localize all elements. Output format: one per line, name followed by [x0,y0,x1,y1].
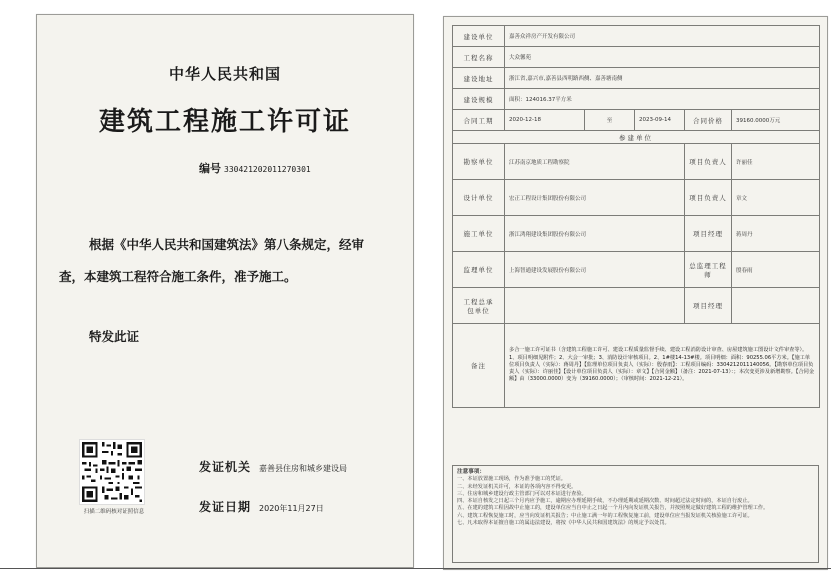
participant-value: 江苏南京地质工程勘察院 [505,144,685,180]
participant-person: 许丽佳 [732,144,820,180]
period-to: 至 [585,110,635,131]
participants-header: 参建单位 [453,131,820,144]
row-value: 浙江省,嘉兴市,嘉善县西明路西侧、嘉善塘南侧 [505,68,820,89]
certificate-number [199,160,311,176]
table-row [453,68,820,89]
row-value: 大众馨苑 [505,47,820,68]
number-value: 330421202011270301 [224,165,311,174]
row-value: 嘉善众祥房产开发有限公司 [505,26,820,47]
issue-date [199,498,324,515]
participant-row [453,216,820,252]
note-item: 二、未经发证机关许可，本证的各项内容不得变更。 [457,483,577,490]
notes-section [452,465,819,563]
note-item: 七、凡未取得本证擅自施工的属违法建设，将按《中华人民共和国建筑法》的规定予以处罚。 [457,520,670,527]
table-row [453,47,820,68]
special-issue-text: 特发此证 [89,329,140,344]
issuer-value: 嘉善县住房和城乡建设局 [259,464,348,473]
issue-date-label: 发证日期 [199,500,252,514]
issuing-authority [199,458,347,475]
remarks-label: 备注 [453,324,505,408]
participant-value: 上海智通建设发展股份有限公司 [505,252,685,288]
row-value: 面积：124016.37平方米 [505,89,820,110]
participants-header-row [453,131,820,144]
period-label: 合同工期 [453,110,505,131]
certificate-details-page [443,16,828,570]
period-end: 2023-09-14 [635,110,685,131]
contract-period-row [453,110,820,131]
row-label: 工程名称 [453,47,505,68]
issuer-label: 发证机关 [199,460,252,474]
participant-person: 章文 [732,180,820,216]
row-label: 建设规模 [453,89,505,110]
participant-person [732,288,820,324]
participant-person: 殷春雨 [732,252,820,288]
period-start: 2020-12-18 [505,110,585,131]
remarks-value: 多合一施工许可证书（含建筑工程施工许可、建设工程质量监督手续、建设工程消防设计审查、房屋建筑施工图设计文件审查等）。1、项目明细见附件；2、大会一审批；3、消防设计审核项目。2、1#楼14-13#楼。项目明细：面积：90255.06平方米。【施工单位项目负责人（实际）：蒋周丹】【监理单位项目负责人（实际）：殷春雨】：工程项目编码：3304212011140056。【勘察单位项目负责人（实际）：许丽佳】【设计单位项目负责人（实际）：章文】【合同金额】（备注：2021-07-13）：；本次变更涉及新增勘察。【合同金额】由（33000.0000）变为（39160.0000）；（审核时间：2021-12-21）。 [505,324,820,408]
legal-basis-line-1: 根据《中华人民共和国建筑法》第八条规定，经审 [89,237,365,252]
qr-caption: 扫描二维码核对证照信息 [83,509,145,515]
legal-basis-line-2: 查，本建筑工程符合施工条件，准予施工。 [59,269,297,284]
price-label: 合同价格 [685,110,732,131]
row-label: 建设单位 [453,26,505,47]
issue-date-value: 2020年11月27日 [259,504,324,513]
participant-row [453,252,820,288]
remarks-row [453,324,820,408]
participant-value: 浙江鸿翔建设集团股份有限公司 [505,216,685,252]
participant-role: 项目负责人 [685,144,732,180]
bottom-divider [0,568,831,569]
participant-person: 蒋周丹 [732,216,820,252]
participant-label: 施工单位 [453,216,505,252]
participant-label: 勘察单位 [453,144,505,180]
legal-basis [59,229,399,293]
table-row [453,26,820,47]
certificate-title: 建筑工程施工许可证 [98,107,351,137]
note-item: 四、本证自核发之日起三个月内应予施工，逾期应办理延期手续，不办理延期或延期次数、时间超过法定时间的，本证自行废止。 [457,498,753,505]
participant-label: 监理单位 [453,252,505,288]
country-title: 中华人民共和国 [168,65,281,83]
participant-role: 项目经理 [685,288,732,324]
row-label: 建设地址 [453,68,505,89]
participant-label: 工程总承包单位 [453,288,505,324]
certificate-front-page [36,14,414,568]
note-item: 五、在建的建筑工程因故中止施工的，建设单位应当自中止之日起一个月内向发证机关报告，并按照规定做好建筑工程的维护管理工作。 [457,505,769,512]
note-item: 三、住房和城乡建设行政主管部门可以对本证进行查验。 [457,490,587,497]
project-details-table [452,25,820,408]
notes-title: 注意事项： [457,469,485,475]
participant-row [453,180,820,216]
number-label: 编号 [199,162,221,175]
note-item: 六、建筑工程恢复施工时，应当向发证机关报告；中止施工满一年的工程恢复施工前，建设单位应当报发证机关核验施工许可证。 [457,512,753,519]
participant-role: 项目经理 [685,216,732,252]
participant-role: 总监理工程师 [685,252,732,288]
participant-value [505,288,685,324]
participant-row [453,288,820,324]
participant-label: 设计单位 [453,180,505,216]
price-value: 39160.0000万元 [732,110,820,131]
note-item: 一、本证放置施工现场，作为准予施工的凭证。 [457,476,566,483]
participant-row [453,144,820,180]
participant-role: 项目负责人 [685,180,732,216]
table-row [453,89,820,110]
participant-value: 宏正工程设计集团股份有限公司 [505,180,685,216]
qr-code-icon[interactable] [79,439,145,505]
